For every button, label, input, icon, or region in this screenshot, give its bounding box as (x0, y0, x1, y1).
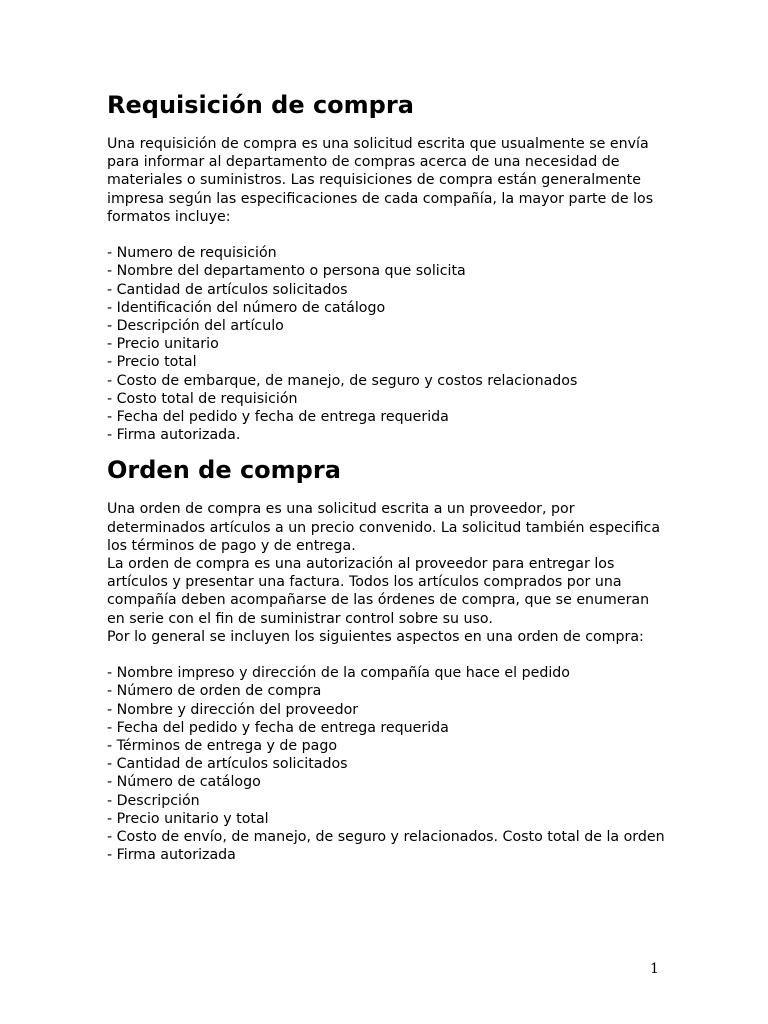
list-item: - Nombre y dirección del proveedor (107, 701, 359, 718)
list-item: - Precio total (107, 354, 197, 371)
list-item: - Precio unitario y total (107, 810, 269, 827)
list-item: - Costo total de requisición (107, 390, 298, 407)
orden-paragraph-3: Por lo general se incluyen los siguientes aspectos en una orden de compra: (107, 628, 644, 645)
list-item: - Firma autorizada (107, 847, 236, 864)
list-item: - Precio unitario (107, 336, 219, 353)
blank-line (107, 646, 667, 664)
list-item: - Número de catálogo (107, 774, 261, 791)
list-item: - Costo de embarque, de manejo, de seguro y costos relacionados (107, 372, 578, 389)
document-page (107, 88, 667, 864)
requisicion-list (107, 244, 667, 444)
page-number: 1 (650, 961, 659, 977)
list-item: - Fecha del pedido y fecha de entrega requerida (107, 409, 449, 426)
list-item: - Nombre del departamento o persona que solicita (107, 263, 466, 280)
orden-paragraph-1: Una orden de compra es una solicitud escrita a un proveedor, por determinados artículos a un precio convenido. La solicitud también especifica los términos de pago y de entrega. (107, 501, 661, 554)
list-item: - Cantidad de artículos solicitados (107, 281, 348, 298)
list-item: - Descripción (107, 792, 200, 809)
list-item: - Número de orden de compra (107, 683, 322, 700)
list-item: - Firma autorizada. (107, 427, 241, 444)
section-title-orden: Orden de compra (107, 456, 341, 485)
list-item: - Identificación del número de catálogo (107, 299, 386, 316)
list-item: - Descripción del artículo (107, 318, 284, 335)
blank-line (107, 226, 667, 244)
list-item: - Cantidad de artículos solicitados (107, 756, 348, 773)
list-item: - Términos de entrega y de pago (107, 738, 338, 755)
list-item: - Nombre impreso y dirección de la compañía que hace el pedido (107, 665, 570, 682)
list-item: - Fecha del pedido y fecha de entrega requerida (107, 719, 449, 736)
list-item: - Costo de envío, de manejo, de seguro y relacionados. Costo total de la orden (107, 829, 665, 846)
orden-paragraph-2: La orden de compra es una autorización al proveedor para entregar los artículos y presentar una factura. Todos los artículos comprados por una compañía deben acompañarse de las órdenes de compra, que se enumeran en serie con el fin de suministrar control sobre su uso. (107, 556, 650, 627)
orden-list (107, 664, 667, 864)
section-title-requisicion: Requisición de compra (107, 91, 414, 119)
list-item: - Numero de requisición (107, 245, 277, 262)
requisicion-paragraph: Una requisición de compra es una solicitud escrita que usualmente se envía para informar al departamento de compras acerca de una necesidad de materiales o suministros. Las requisiciones de compra están generalmente impresa según las especificaciones de cada compañía, la mayor parte de los formatos incluye: (107, 136, 654, 225)
